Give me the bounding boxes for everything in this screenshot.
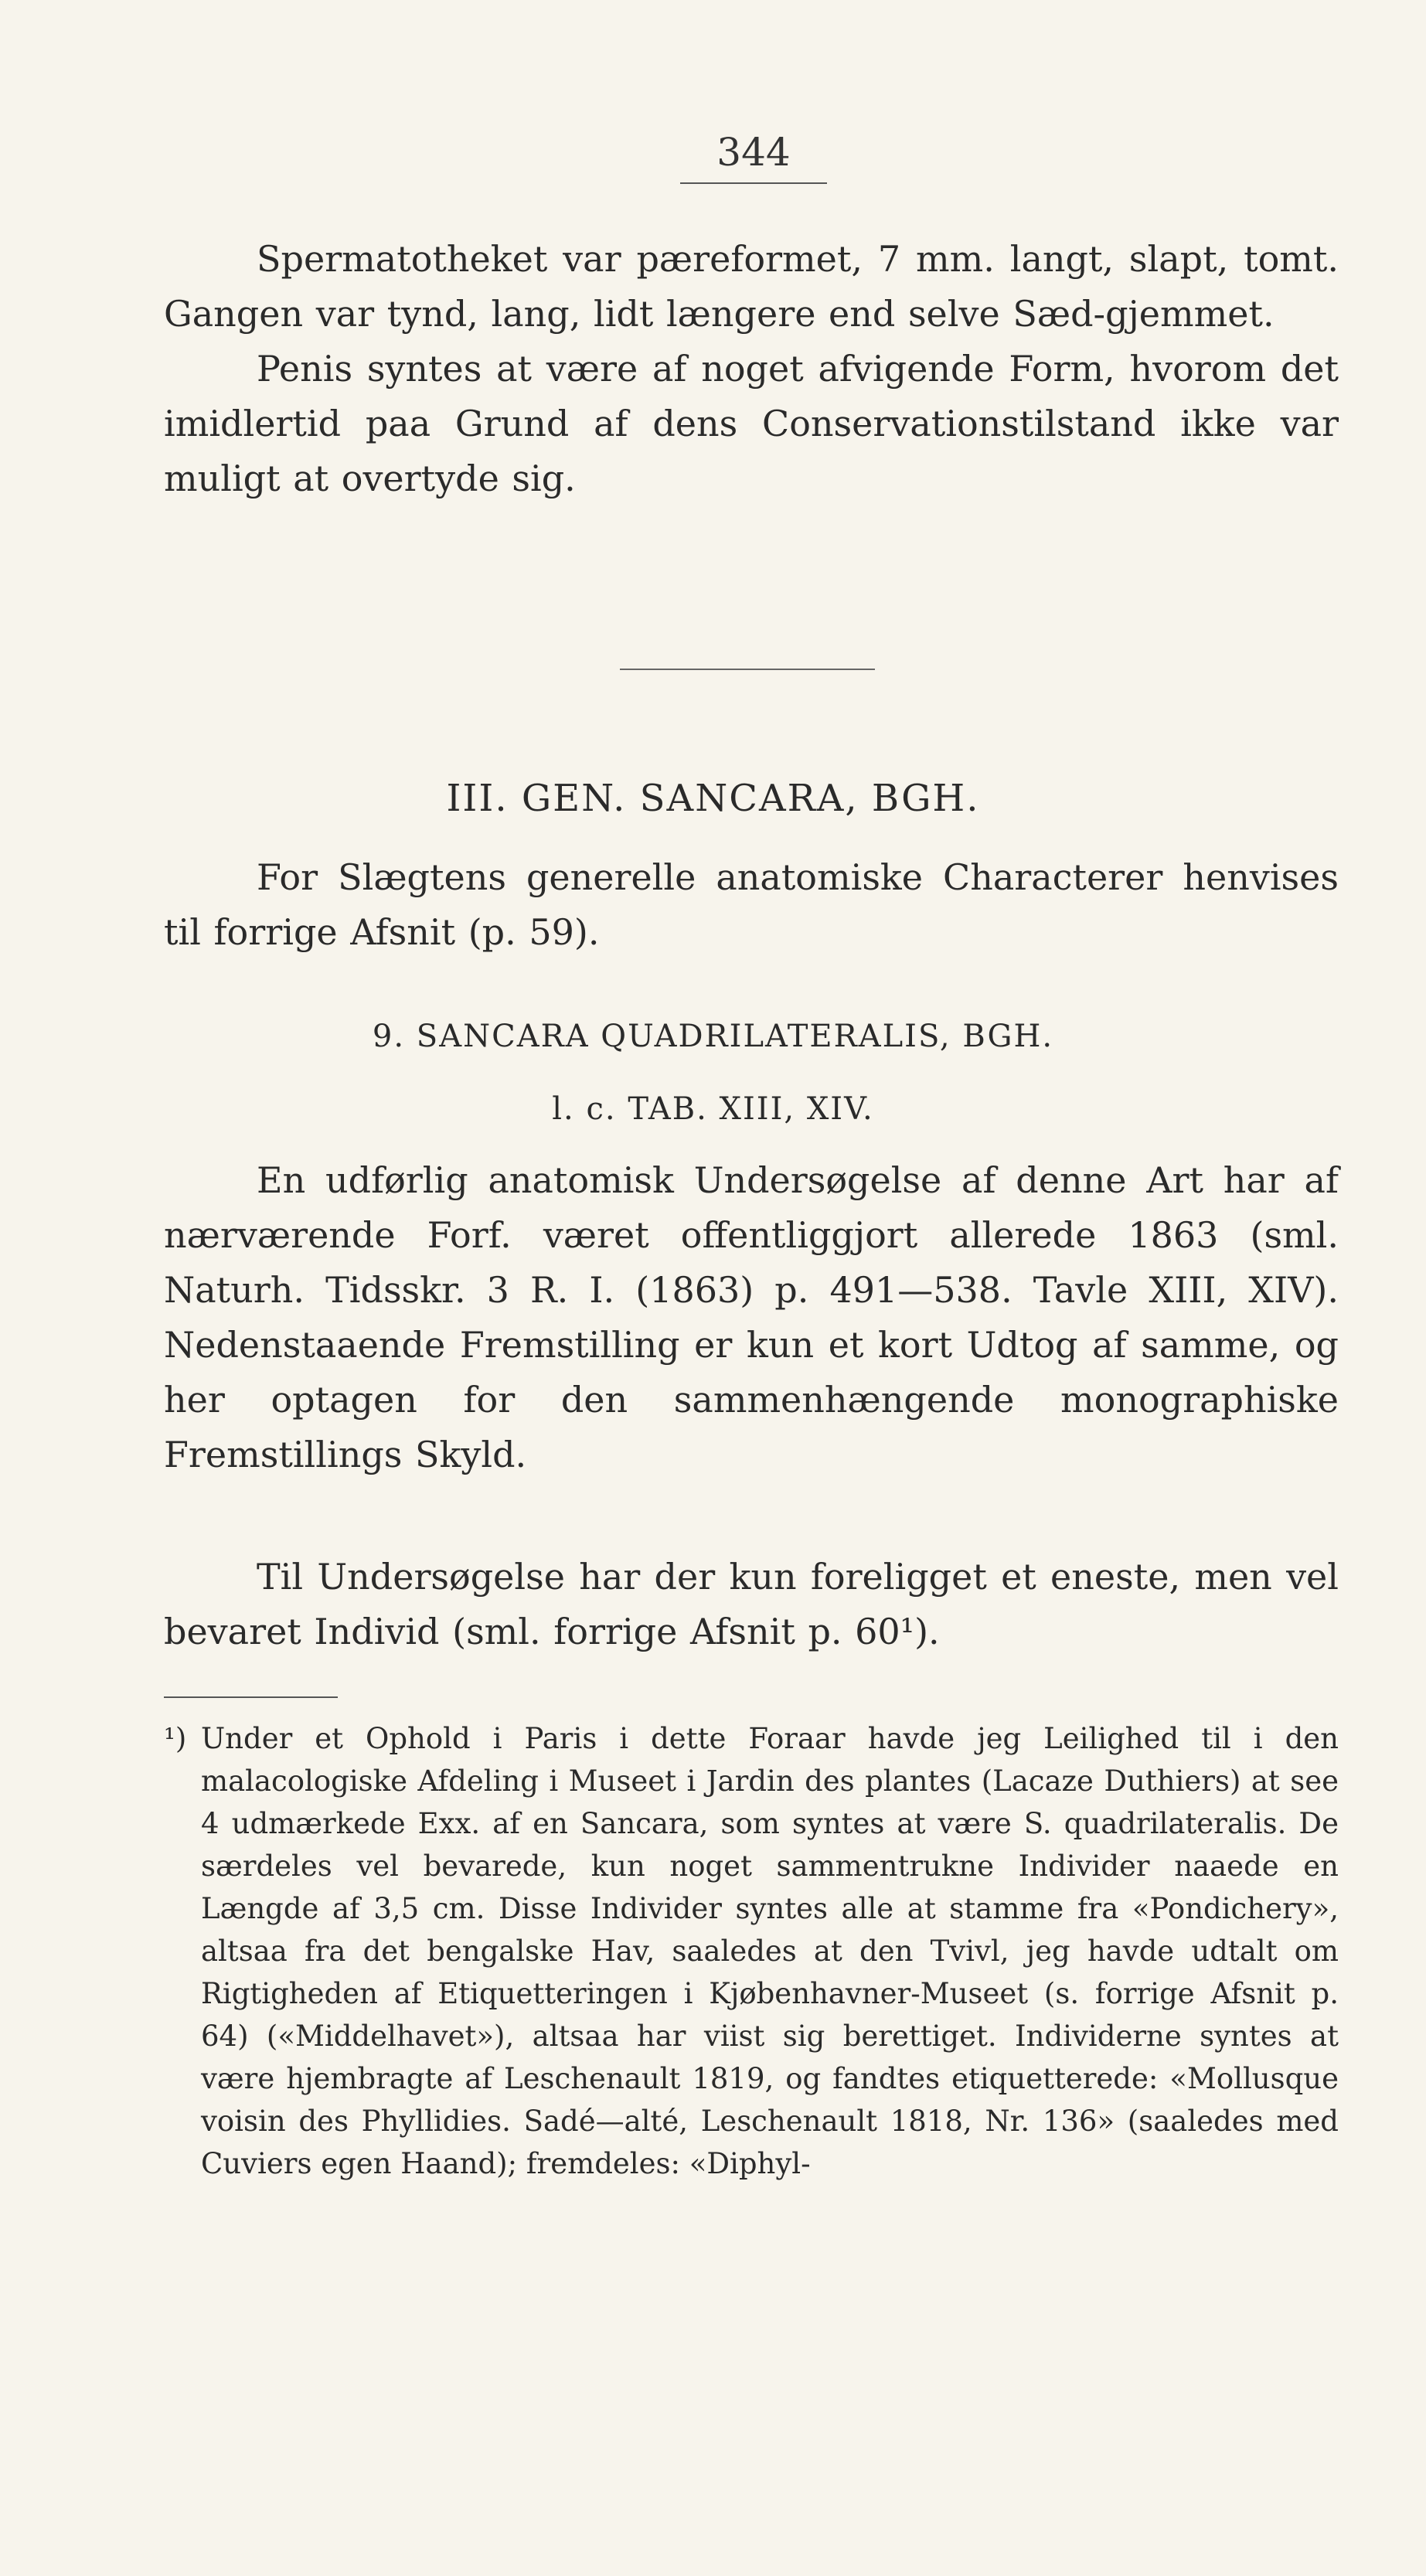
footnote-mark: ¹) — [164, 1722, 187, 1755]
species-reference: l. c. TAB. XIII, XIV. — [552, 1091, 874, 1127]
page-number: 344 — [716, 130, 791, 175]
page-number-rule — [680, 182, 827, 184]
paragraph-investigation — [164, 1153, 1339, 1482]
paragraph-2: Penis syntes at være af noget afvigende Form, hvorom det imidlertid paa Grund af dens Conservationstilstand ikke var muligt at overtyde sig. — [164, 348, 1339, 499]
paragraph-5: Til Undersøgelse har der kun foreligget et eneste, men vel bevaret Individ (sml. forrige Afsnit p. 60¹). — [164, 1556, 1339, 1652]
paragraph-spermatotheket — [164, 232, 1339, 506]
section-divider — [620, 669, 875, 670]
paragraph-genus — [164, 850, 1339, 960]
genus-heading: III. GEN. SANCARA, BGH. — [446, 777, 980, 820]
footnote — [201, 1717, 1339, 2185]
paragraph-3: For Slægtens generelle anatomiske Characterer henvises til forrige Afsnit (p. 59). — [164, 856, 1339, 953]
species-heading: 9. SANCARA QUADRILATERALIS, BGH. — [372, 1019, 1054, 1054]
footnote-text: Under et Ophold i Paris i dette Foraar havde jeg Leilighed til i den malacologiske Afdeling i Museet i Jardin des plantes (Lacaze Duthiers) at see 4 udmærkede Exx. af en Sancara, som syntes at være S. quadrilateralis. De særdeles vel bevarede, kun noget sammentrukne Individer naaede en Længde af 3,5 cm. Disse Individer syntes alle at stamme fra «Pondichery», altsaa fra det bengalske Hav, saaledes at den Tvivl, jeg havde udtalt om Rigtigheden af Etiquetteringen i Kjøbenhavner-Museet (s. forrige Afsnit p. 64) («Middelhavet»), altsaa har viist sig berettiget. Individerne syntes at være hjembragte af Leschenault 1819, og fandtes etiquetterede: «Mollusque voisin des Phyllidies. Sadé—alté, Leschenault 1818, Nr. 136» (saaledes med Cuviers egen Haand); fremdeles: «Diphyl- — [201, 1722, 1339, 2180]
paragraph-1: Spermatotheket var pæreformet, 7 mm. langt, slapt, tomt. Gangen var tynd, lang, lidt længere end selve Sæd-gjemmet. — [164, 238, 1339, 335]
paragraph-specimen — [164, 1550, 1339, 1659]
footnote-rule — [164, 1696, 338, 1698]
paragraph-4: En udførlig anatomisk Undersøgelse af denne Art har af nærværende Forf. været offentliggjort allerede 1863 (sml. Naturh. Tidsskr. 3 R. I. (1863) p. 491—538. Tavle XIII, XIV). Nedenstaaende Fremstilling er kun et kort Udtog af samme, og her optagen for den sammenhængende monographiske Fremstillings Skyld. — [164, 1159, 1339, 1475]
